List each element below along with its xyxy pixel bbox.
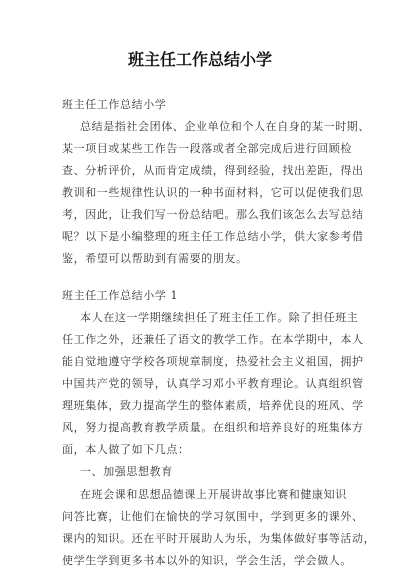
intro-line: 教训和一些规律性认识的一种书面材料，它可以促使我们思	[62, 186, 364, 199]
document-title: 班主任工作总结小学	[127, 50, 272, 69]
intro-line: 呢？以下是小编整理的班主任工作总结小学，供大家参考借	[62, 230, 364, 243]
intro-line: 查、分析评价，从而肯定成绩，得到经验，找出差距，得出	[62, 164, 364, 177]
section-heading: 班主任工作总结小学 1	[62, 289, 179, 302]
section-line: 任工作之外，还兼任了语文的教学工作。在本学期中，本人	[62, 333, 364, 346]
point-heading: 一、加强思想教育	[80, 465, 173, 478]
intro-line: 考，因此，让我们写一份总结吧。那么我们该怎么去写总结	[62, 208, 364, 221]
section-line: 能自觉地遵守学校各项规章制度，热爱社会主义祖国，拥护	[62, 355, 364, 368]
section-line: 本人在这一学期继续担任了班主任工作。除了担任班主	[80, 311, 359, 324]
point-line: 课内的知识。还在平时开展助人为乐，为集体做好事等活动，	[62, 532, 376, 545]
intro-line: 总结是指社会团体、企业单位和个人在自身的某一时期、	[80, 120, 370, 133]
section-line: 风，努力提高教育教学质量。在组织和培养良好的班集体方	[62, 421, 364, 434]
section-line: 理班集体，致力提高学生的整体素质，培养优良的班风、学	[62, 399, 364, 412]
document-subtitle: 班主任工作总结小学	[62, 98, 167, 111]
section-line: 面，本人做了如下几点：	[62, 443, 190, 456]
point-line: 使学生学到更多书本以外的知识，学会生活，学会做人。	[62, 554, 352, 567]
point-line: 问答比赛，让他们在愉快的学习氛围中，学到更多的课外、	[62, 510, 364, 523]
intro-line: 某一项目或某些工作告一段落或者全部完成后进行回顾检	[62, 142, 352, 155]
section-line: 中国共产党的领导，认真学习邓小平教育理论。认真组织管	[62, 377, 364, 390]
intro-line: 鉴，希望可以帮助到有需要的朋友。	[62, 252, 248, 265]
point-line: 在班会课和思想品德课上开展讲故事比赛和健康知识	[80, 488, 347, 501]
